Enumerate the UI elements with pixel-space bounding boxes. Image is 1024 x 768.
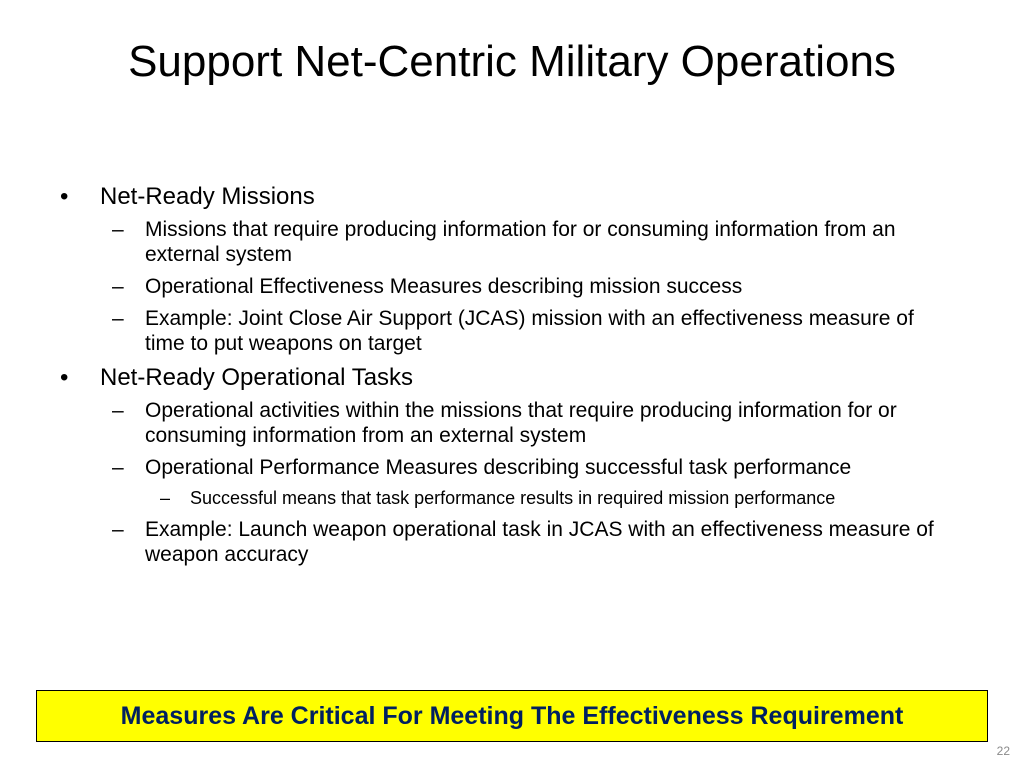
sub-bullet-launch-weapon-example — [60, 517, 945, 567]
sub-bullet-effectiveness-measures — [60, 274, 945, 299]
bullet-icon: • — [60, 364, 69, 391]
sub-bullet-text: Operational Performance Measures describing successful task performance — [145, 456, 852, 479]
bullet-text: Net-Ready Missions — [100, 183, 315, 210]
sub-bullet-text: Operational Effectiveness Measures describing mission success — [145, 275, 743, 298]
sub-bullet-jcas-example — [60, 306, 945, 356]
sub-bullet-missions-definition — [60, 217, 945, 267]
sub-bullet-operational-activities — [60, 398, 945, 448]
callout-box — [36, 690, 988, 742]
dash-icon: – — [112, 307, 124, 330]
bullet-net-ready-missions — [60, 182, 960, 211]
sub-bullet-text: Example: Joint Close Air Support (JCAS) mission with an effectiveness measure of time to put weapons on target — [145, 307, 914, 355]
sub-bullet-text: Missions that require producing information for or consuming information from an external system — [145, 218, 896, 266]
bullet-icon: • — [60, 183, 69, 210]
slide-title: Support Net-Centric Military Operations — [128, 37, 896, 86]
dash-icon: – — [160, 488, 171, 508]
dash-icon: – — [112, 456, 124, 479]
sub-sub-bullet-successful-means — [60, 487, 870, 509]
page-number: 22 — [996, 744, 1010, 758]
sub-bullet-text: Operational activities within the missions that require producing information for or consuming information from an external system — [145, 399, 897, 447]
callout-text: Measures Are Critical For Meeting The Effectiveness Requirement — [120, 701, 904, 730]
dash-icon: – — [112, 275, 124, 298]
slide-body — [60, 182, 960, 574]
bullet-text: Net-Ready Operational Tasks — [100, 364, 414, 391]
dash-icon: – — [112, 518, 124, 541]
bullet-net-ready-operational-tasks — [60, 363, 960, 392]
dash-icon: – — [112, 218, 124, 241]
sub-bullet-text: Example: Launch weapon operational task in JCAS with an effectiveness measure of weapon accuracy — [145, 518, 934, 566]
sub-bullet-performance-measures — [60, 455, 945, 480]
dash-icon: – — [112, 399, 124, 422]
sub-sub-bullet-text: Successful means that task performance results in required mission performance — [190, 488, 836, 508]
